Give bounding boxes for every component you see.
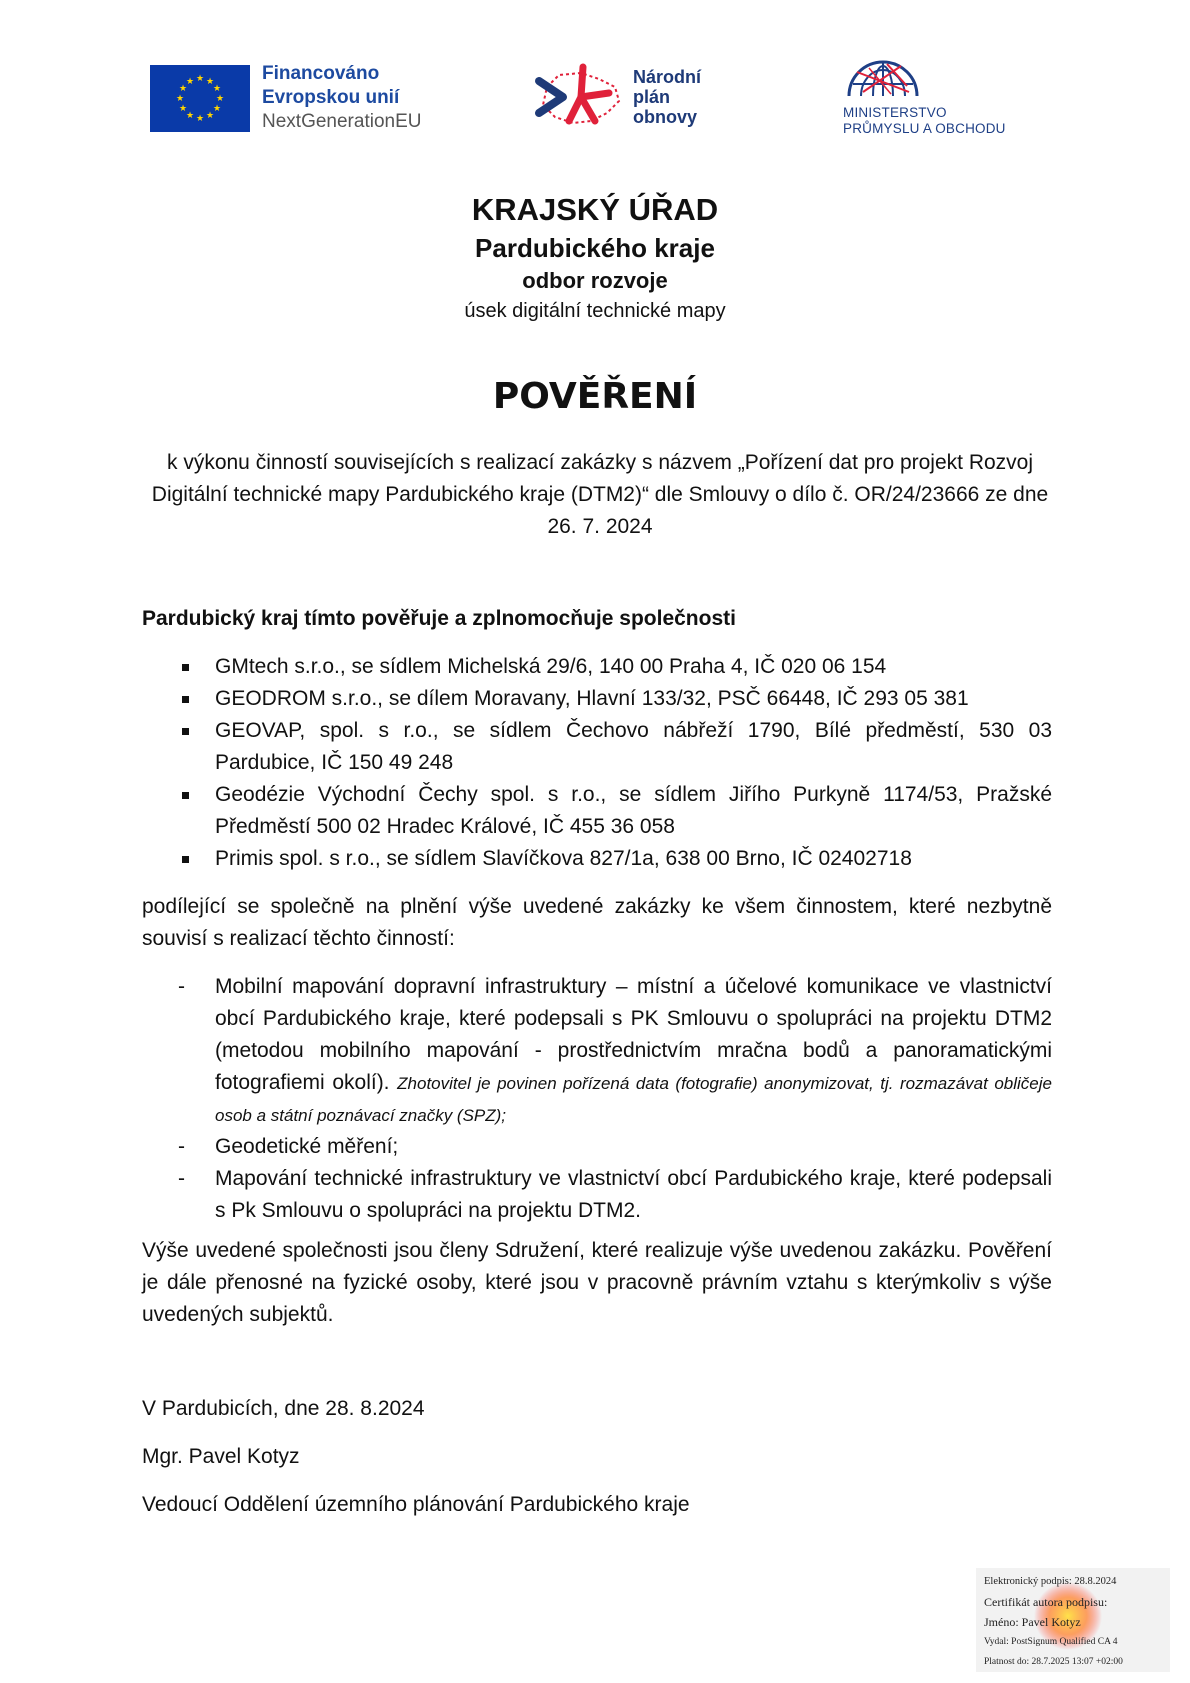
document-title: POVĚŘENÍ xyxy=(492,376,698,417)
globe-network-icon xyxy=(843,56,923,98)
intro-text: Pardubický kraj tímto pověřuje a zplnomocňuje společnosti xyxy=(142,607,736,630)
svg-text:★: ★ xyxy=(215,93,225,104)
electronic-signature-box xyxy=(976,1568,1170,1672)
dash-bullet: - xyxy=(178,975,185,998)
activity-note: Zhotovitel je povinen pořízená data (fotografie) anonymizovat, tj. rozmazávat obličeje osob a státní poznávací značky (SPZ); xyxy=(215,1074,1052,1125)
npo-emblem-icon xyxy=(533,57,629,137)
svg-text:★: ★ xyxy=(175,93,185,104)
scope-paragraph: podílející se společně na plnění výše uvedené zakázky ke všem činnostem, které nezbytně souvisí s realizací těchto činností: xyxy=(142,895,1052,950)
list-item xyxy=(142,971,1052,1131)
svg-text:★: ★ xyxy=(205,110,215,121)
signature-validity: Platnost do: 28.7.2025 13:07 +02:00 xyxy=(984,1657,1123,1667)
svg-text:★: ★ xyxy=(195,73,205,84)
document-subject: k výkonu činností souvisejících s realizací zakázky s názvem „Pořízení dat pro projekt Rozvoj Digitální technické mapy Pardubického kraje (DTM2)“ dle Smlouvy o dílo č. OR/24/23666 ze dne 26. 7. 2024 xyxy=(151,451,1049,538)
eu-funding-logo xyxy=(150,62,421,134)
svg-text:★: ★ xyxy=(212,103,222,114)
office-section: úsek digitální technické mapy xyxy=(464,300,726,322)
signature-cert-label: Certifikát autora podpisu: xyxy=(984,1595,1108,1609)
svg-text:★: ★ xyxy=(205,76,215,87)
company-list xyxy=(142,651,1052,875)
svg-text:★: ★ xyxy=(185,76,195,87)
list-item: GMtech s.r.o., se sídlem Michelská 29/6, 140 00 Praha 4, IČ 020 06 154 xyxy=(142,651,1052,683)
members-paragraph: Výše uvedené společnosti jsou členy Sdružení, které realizuje výše uvedenou zakázku. Pověření je dále přenosné na fyzické osoby, které jsou v pracovně právním vztahu s kterýmkoliv s výše uvedených subjektů. xyxy=(142,1239,1052,1326)
signature-name: Jméno: Pavel Kotyz xyxy=(984,1615,1081,1629)
svg-text:★: ★ xyxy=(212,83,222,94)
office-header xyxy=(0,190,1190,326)
npo-logo-line3: obnovy xyxy=(633,107,698,127)
list-item: Geodézie Východní Čechy spol. s r.o., se sídlem Jiřího Purkyně 1174/53, Pražské Předměstí 500 02 Hradec Králové, IČ 455 36 058 xyxy=(142,779,1052,843)
svg-text:★: ★ xyxy=(185,110,195,121)
list-item xyxy=(142,1131,1052,1163)
signatory-name: Mgr. Pavel Kotyz xyxy=(142,1445,300,1468)
npo-logo-line2: plán xyxy=(633,87,671,107)
signatory-role: Vedoucí Oddělení územního plánování Pardubického kraje xyxy=(142,1493,690,1516)
signature-issuer: Vydal: PostSignum Qualified CA 4 xyxy=(984,1637,1118,1647)
npo-logo xyxy=(533,57,701,137)
eu-logo-line1: Financováno xyxy=(262,63,380,84)
svg-text:★: ★ xyxy=(178,103,188,114)
eu-flag-icon xyxy=(150,65,250,132)
list-item: GEODROM s.r.o., se dílem Moravany, Hlavní 133/32, PSČ 66448, IČ 293 05 381 xyxy=(142,683,1052,715)
list-item: Primis spol. s r.o., se sídlem Slavíčkova 827/1a, 638 00 Brno, IČ 02402718 xyxy=(142,843,1052,875)
activity-list xyxy=(142,971,1052,1227)
eu-logo-line3: NextGenerationEU xyxy=(262,111,422,132)
office-department: odbor rozvoje xyxy=(522,268,668,293)
logo-bar xyxy=(0,52,1190,147)
activity-text: Mobilní mapování dopravní infrastruktury – místní a účelové komunikace ve vlastnictví obcí Pardubického kraje, které podepsali s PK Smlouvu o spolupráci na projektu DTM2 (metodou mobilního mapování - prostřednictvím mračna bodů a panoramatickými fotografiemi okolí). xyxy=(215,975,1052,1094)
place-date: V Pardubicích, dne 28. 8.2024 xyxy=(142,1397,425,1420)
mpo-logo-line2: PRŮMYSLU A OBCHODU xyxy=(843,121,1006,136)
list-item xyxy=(142,1163,1052,1227)
signature-date: Elektronický podpis: 28.8.2024 xyxy=(984,1576,1117,1587)
mpo-logo-line1: MINISTERSTVO xyxy=(843,105,947,120)
npo-logo-line1: Národní xyxy=(633,67,702,87)
office-region: Pardubického kraje xyxy=(475,233,715,263)
dash-bullet: - xyxy=(178,1167,185,1190)
mpo-logo xyxy=(843,56,1006,137)
activity-text: Mapování technické infrastruktury ve vlastnictví obcí Pardubického kraje, které podepsali s Pk Smlouvu o spolupráci na projektu DTM2. xyxy=(215,1167,1052,1222)
svg-text:★: ★ xyxy=(195,113,205,124)
eu-logo-line2: Evropskou unií xyxy=(262,87,400,108)
list-item: GEOVAP, spol. s r.o., se sídlem Čechovo nábřeží 1790, Bílé předměstí, 530 03 Pardubice, IČ 150 49 248 xyxy=(142,715,1052,779)
svg-text:★: ★ xyxy=(178,83,188,94)
office-name: KRAJSKÝ ÚŘAD xyxy=(471,192,719,227)
activity-text: Geodetické měření; xyxy=(215,1135,399,1158)
dash-bullet: - xyxy=(178,1135,185,1158)
